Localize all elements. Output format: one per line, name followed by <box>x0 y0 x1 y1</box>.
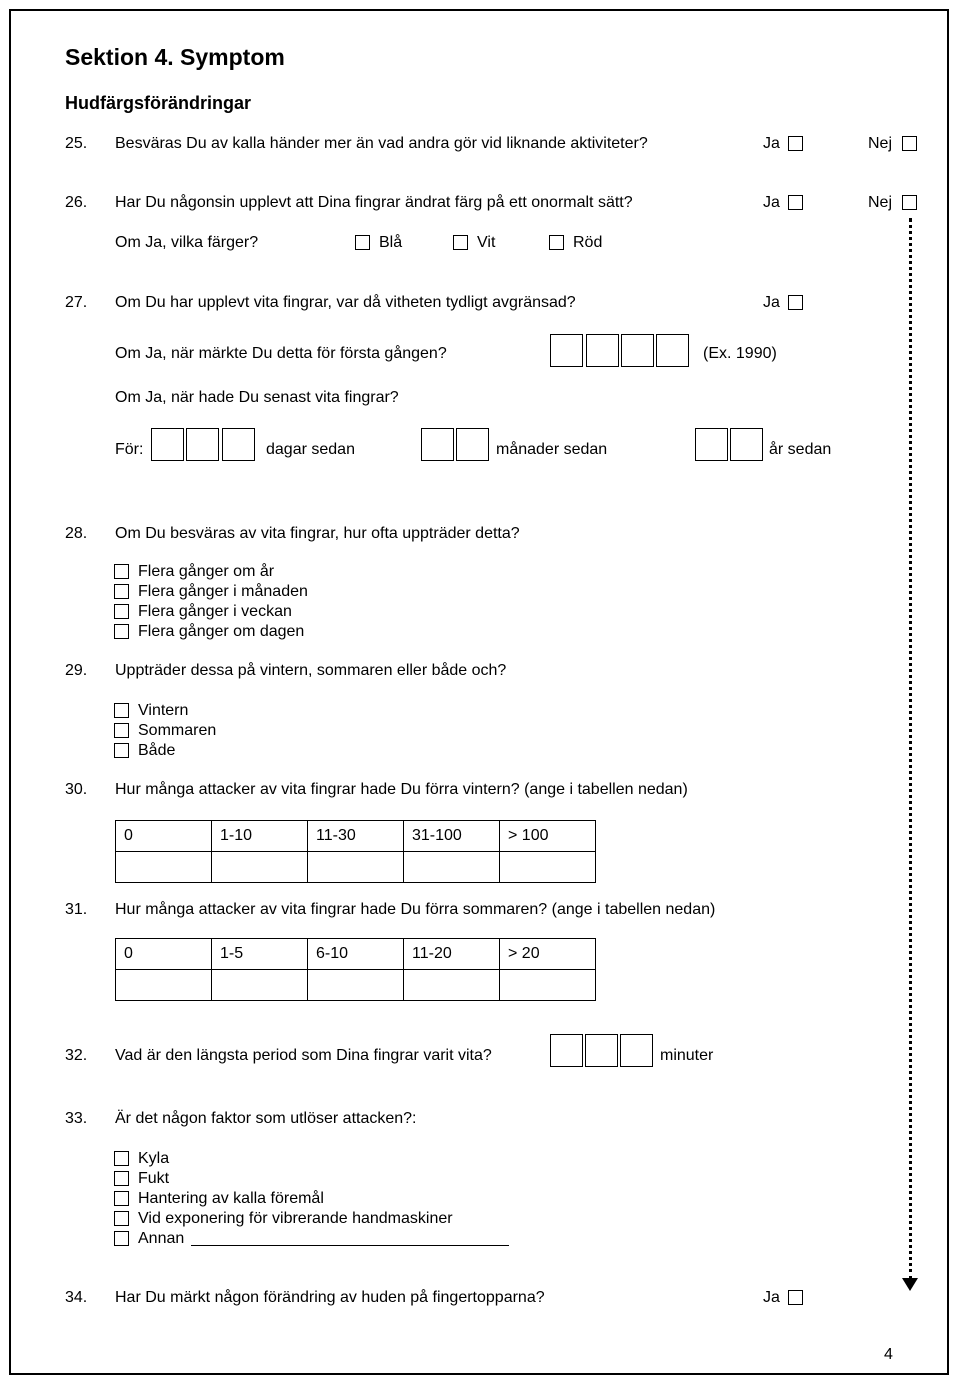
checkbox[interactable] <box>114 564 129 579</box>
years-box-1[interactable] <box>695 428 728 461</box>
q27-last-text: Om Ja, när hade Du senast vita fingrar? <box>115 389 399 406</box>
q29-option[interactable] <box>114 701 216 721</box>
q26-no-label: Nej <box>868 194 893 211</box>
days-label: dagar sedan <box>266 441 355 458</box>
checkbox[interactable] <box>114 584 129 599</box>
minutes-label: minuter <box>660 1047 714 1064</box>
table-header-cell: > 20 <box>500 939 596 970</box>
option-label: Sommaren <box>138 722 217 739</box>
q28-text: Om Du besväras av vita fingrar, hur ofta uppträder detta? <box>115 525 520 542</box>
q28-option[interactable] <box>114 602 308 622</box>
q25-number: 25. <box>65 135 88 152</box>
table-header-cell: 1-10 <box>212 821 308 852</box>
q34-number: 34. <box>65 1289 88 1306</box>
checkbox[interactable] <box>114 1191 129 1206</box>
q25-yes-label: Ja <box>763 135 780 152</box>
table-header-cell: 31-100 <box>404 821 500 852</box>
q28-options <box>114 562 308 642</box>
q26-follow-text: Om Ja, vilka färger? <box>115 234 259 251</box>
days-box-2[interactable] <box>186 428 219 461</box>
year-digit-box-2[interactable] <box>586 334 619 367</box>
color-vit-label: Vit <box>477 234 496 251</box>
q29-option[interactable] <box>114 721 216 741</box>
table-header-cell: 11-20 <box>404 939 500 970</box>
minutes-box-3[interactable] <box>620 1034 653 1067</box>
other-fill-line[interactable] <box>191 1245 509 1246</box>
color-vit-checkbox[interactable] <box>453 235 468 250</box>
checkbox[interactable] <box>114 1211 129 1226</box>
checkbox[interactable] <box>114 723 129 738</box>
color-rod-label: Röd <box>573 234 603 251</box>
q33-option[interactable] <box>114 1149 453 1169</box>
checkbox[interactable] <box>114 743 129 758</box>
arrow-down-icon <box>902 1278 918 1291</box>
for-label: För: <box>115 441 144 458</box>
q26-no-checkbox[interactable] <box>902 195 917 210</box>
checkbox[interactable] <box>114 1151 129 1166</box>
answer-cell[interactable] <box>116 852 212 883</box>
minutes-box-2[interactable] <box>585 1034 618 1067</box>
checkbox[interactable] <box>114 1171 129 1186</box>
table-header-cell: 6-10 <box>308 939 404 970</box>
q33-option[interactable] <box>114 1209 453 1229</box>
q26-yes-checkbox[interactable] <box>788 195 803 210</box>
option-label: Fukt <box>138 1170 170 1187</box>
table-answer-row <box>116 852 596 883</box>
days-box-1[interactable] <box>151 428 184 461</box>
q33-number: 33. <box>65 1110 88 1127</box>
q33-options <box>114 1149 453 1249</box>
year-digit-box-4[interactable] <box>656 334 689 367</box>
table-header-cell: 0 <box>116 939 212 970</box>
year-digit-box-3[interactable] <box>621 334 654 367</box>
q29-text: Uppträder dessa på vintern, sommaren eller både och? <box>115 662 507 679</box>
answer-cell[interactable] <box>308 970 404 1001</box>
option-label: Vintern <box>138 702 189 719</box>
q26-number: 26. <box>65 194 88 211</box>
q29-option[interactable] <box>114 741 216 761</box>
q25-no-checkbox[interactable] <box>902 136 917 151</box>
answer-cell[interactable] <box>404 852 500 883</box>
subsection-title: Hudfärgsförändringar <box>65 93 252 113</box>
checkbox[interactable] <box>114 604 129 619</box>
color-bla-label: Blå <box>379 234 403 251</box>
answer-cell[interactable] <box>308 852 404 883</box>
option-label: Vid exponering för vibrerande handmaskiner <box>138 1210 453 1227</box>
skip-dotted-line <box>909 218 912 1280</box>
q33-option[interactable] <box>114 1229 453 1249</box>
color-rod-checkbox[interactable] <box>549 235 564 250</box>
q26-yes-label: Ja <box>763 194 780 211</box>
table-header-cell: 0 <box>116 821 212 852</box>
color-bla-checkbox[interactable] <box>355 235 370 250</box>
q34-yes-label: Ja <box>763 1289 780 1306</box>
option-label: Både <box>138 742 176 759</box>
q28-option[interactable] <box>114 622 308 642</box>
q30-text: Hur många attacker av vita fingrar hade Du förra vintern? (ange i tabellen nedan) <box>115 781 688 798</box>
q32-text: Vad är den längsta period som Dina fingrar varit vita? <box>115 1047 492 1064</box>
answer-cell[interactable] <box>212 852 308 883</box>
year-digit-box-1[interactable] <box>550 334 583 367</box>
q26-text: Har Du någonsin upplevt att Dina fingrar ändrat färg på ett onormalt sätt? <box>115 194 633 211</box>
q28-option[interactable] <box>114 582 308 602</box>
table-header-cell: 11-30 <box>308 821 404 852</box>
option-label: Annan <box>138 1230 185 1247</box>
q32-number: 32. <box>65 1047 88 1064</box>
q25-yes-checkbox[interactable] <box>788 136 803 151</box>
option-label: Hantering av kalla föremål <box>138 1190 324 1207</box>
q30-number: 30. <box>65 781 88 798</box>
option-label: Flera gånger i veckan <box>138 603 292 620</box>
q34-yes-checkbox[interactable] <box>788 1290 803 1305</box>
answer-cell[interactable] <box>116 970 212 1001</box>
checkbox[interactable] <box>114 1231 129 1246</box>
answer-cell[interactable] <box>500 970 596 1001</box>
option-label: Flera gånger om dagen <box>138 623 305 640</box>
table-header-cell: 1-5 <box>212 939 308 970</box>
checkbox[interactable] <box>114 703 129 718</box>
q33-text: Är det någon faktor som utlöser attacken?: <box>115 1110 417 1127</box>
q31-number: 31. <box>65 901 88 918</box>
years-box-2[interactable] <box>730 428 763 461</box>
q30-table <box>115 820 596 883</box>
table-answer-row <box>116 970 596 1001</box>
answer-cell[interactable] <box>500 852 596 883</box>
minutes-box-1[interactable] <box>550 1034 583 1067</box>
option-label: Flera gånger om år <box>138 563 275 580</box>
months-box-2[interactable] <box>456 428 489 461</box>
table-header-cell: > 100 <box>500 821 596 852</box>
table-header-row <box>116 821 596 852</box>
q27-first-text: Om Ja, när märkte Du detta för första gången? <box>115 345 447 362</box>
q27-text: Om Du har upplevt vita fingrar, var då vitheten tydligt avgränsad? <box>115 294 576 311</box>
checkbox[interactable] <box>114 624 129 639</box>
answer-cell[interactable] <box>212 970 308 1001</box>
q31-text: Hur många attacker av vita fingrar hade Du förra sommaren? (ange i tabellen nedan) <box>115 901 716 918</box>
year-example: (Ex. 1990) <box>703 345 777 362</box>
table-header-row <box>116 939 596 970</box>
q29-options <box>114 701 216 761</box>
option-label: Kyla <box>138 1150 170 1167</box>
q33-option[interactable] <box>114 1169 453 1189</box>
years-label: år sedan <box>769 441 832 458</box>
answer-cell[interactable] <box>404 970 500 1001</box>
q33-option[interactable] <box>114 1189 453 1209</box>
months-label: månader sedan <box>496 441 608 458</box>
q27-yes-checkbox[interactable] <box>788 295 803 310</box>
q25-no-label: Nej <box>868 135 893 152</box>
option-label: Flera gånger i månaden <box>138 583 308 600</box>
q27-yes-label: Ja <box>763 294 780 311</box>
q34-text: Har Du märkt någon förändring av huden på fingertopparna? <box>115 1289 545 1306</box>
q27-number: 27. <box>65 294 88 311</box>
page-number: 4 <box>884 1346 893 1363</box>
q28-number: 28. <box>65 525 88 542</box>
days-box-3[interactable] <box>222 428 255 461</box>
months-box-1[interactable] <box>421 428 454 461</box>
q29-number: 29. <box>65 662 88 679</box>
q25-text: Besväras Du av kalla händer mer än vad andra gör vid liknande aktiviteter? <box>115 135 648 152</box>
q28-option[interactable] <box>114 562 308 582</box>
section-title: Sektion 4. Symptom <box>65 44 285 70</box>
q31-table <box>115 938 596 1001</box>
